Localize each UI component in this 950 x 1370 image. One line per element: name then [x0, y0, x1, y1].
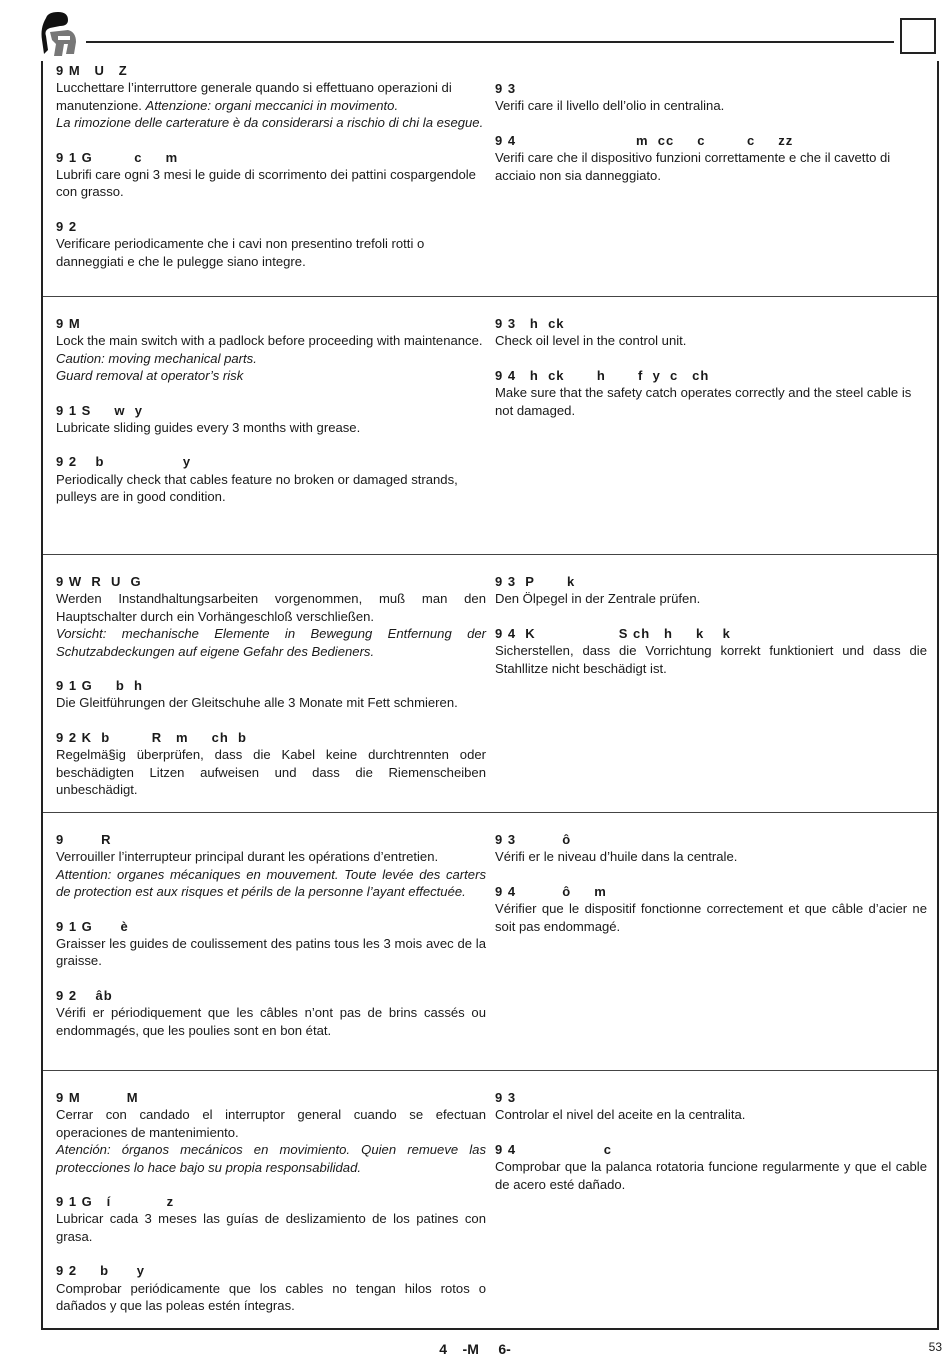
maintenance-item — [495, 831, 927, 866]
item-body — [56, 235, 486, 270]
maintenance-item — [495, 883, 927, 935]
instruction-text: Regelmä§ig überprüfen, dass die Kabel keine durchtrennten oder beschädigten Litzen aufweisen und dass die Riemenscheiben unbeschädigt. — [56, 747, 486, 798]
instruction-text: Controlar el nivel del aceite en la centralita. — [495, 1107, 746, 1123]
section-spanish — [43, 1070, 937, 1328]
maintenance-item — [56, 402, 486, 437]
maintenance-item — [56, 315, 486, 385]
instruction-text: Lucchettare l’interruttore generale quando si effettuano operazioni di manutenzione. — [56, 80, 452, 113]
footer-title: 4 -M 6- — [439, 1341, 511, 1357]
item-body — [495, 590, 927, 607]
item-heading: 9 2 b y — [56, 1263, 145, 1279]
right-column — [495, 831, 927, 952]
instruction-text: Comprobar periódicamente que los cables no tengan hilos rotos o dañados y que las poleas estén íntegras. — [56, 1280, 486, 1314]
item-heading: 9 1 G è — [56, 918, 129, 934]
maintenance-item — [495, 573, 927, 608]
item-heading: 9 M U Z — [56, 63, 128, 78]
item-body — [495, 1106, 927, 1123]
item-heading: 9 4 ô m — [495, 883, 607, 899]
maintenance-item — [56, 831, 486, 901]
instruction-text: Lubricar cada 3 meses las guías de deslizamiento de los patines con grasa. — [56, 1211, 486, 1244]
maintenance-item — [56, 453, 486, 505]
item-heading: 9 W R U G — [56, 574, 142, 589]
item-heading: 9 1 G c m — [56, 149, 179, 165]
left-column — [56, 573, 486, 815]
item-body — [56, 419, 486, 436]
item-body — [56, 332, 486, 384]
instruction-text: Periodically check that cables feature no broken or damaged strands, pulleys are in good condition. — [56, 471, 458, 505]
instruction-text: Werden Instandhaltungsarbeiten vorgenommen, muß man den Hauptschalter durch ein Vorhängeschloß verschließen. — [56, 591, 486, 624]
item-body — [495, 900, 927, 935]
item-body — [56, 1210, 486, 1245]
page-number: 53 — [928, 1340, 942, 1354]
item-heading: 9 4 c — [495, 1141, 612, 1157]
caution-text: Vorsicht: mechanische Elemente in Bewegung Entfernung der Schutzabdeckungen auf eigene Gefahr des Bedieners. — [56, 626, 486, 659]
item-heading: 9 M — [56, 316, 81, 331]
item-heading: 9 M M — [56, 1090, 139, 1105]
left-column — [56, 831, 486, 1056]
instruction-text: Vérifi er périodiquement que les câbles n’ont pas de brins cassés ou endommagés, que les poulies sont en bon état. — [56, 1005, 486, 1038]
maintenance-item — [495, 315, 927, 350]
caution-text: Atención: órganos mecánicos en movimiento. Quien remueve las protecciones lo hace bajo su propia responsabilidad. — [56, 1142, 486, 1175]
maintenance-item — [56, 218, 486, 270]
item-heading: 9 2 K b R m ch b — [56, 729, 247, 745]
maintenance-item — [56, 1262, 486, 1314]
maintenance-item — [56, 987, 486, 1039]
section-french — [43, 812, 937, 1070]
instruction-text: Make sure that the safety catch operates correctly and the steel cable is not damaged. — [495, 385, 912, 418]
instruction-text: Vérifi er le niveau d’huile dans la centrale. — [495, 849, 738, 865]
caution-text: Attenzione: organi meccanici in movimento. — [145, 97, 399, 113]
maintenance-item — [495, 80, 927, 115]
item-body — [495, 642, 927, 677]
instruction-text: Verifi care il livello dell’olio in centralina. — [495, 98, 725, 114]
left-column — [56, 1089, 486, 1331]
maintenance-item — [495, 625, 927, 677]
maintenance-item — [495, 132, 927, 184]
item-body — [56, 1106, 486, 1176]
instruction-text: Lubricate sliding guides every 3 months with grease. — [56, 420, 361, 436]
maintenance-item — [56, 1089, 486, 1176]
maintenance-item — [56, 149, 486, 201]
item-body — [56, 79, 486, 131]
item-heading: 9 2 âb — [56, 987, 113, 1003]
section-english — [43, 296, 937, 554]
right-column — [495, 1089, 927, 1210]
maintenance-item — [56, 729, 486, 799]
item-body — [56, 590, 486, 660]
item-body — [56, 935, 486, 970]
instruction-text: Verifi care che il dispositivo funzioni correttamente e che il cavetto di acciaio non sia danneggiato. — [495, 150, 891, 183]
header-rule — [86, 41, 894, 43]
item-body — [56, 694, 486, 711]
item-body — [56, 1004, 486, 1039]
item-heading: 9 1 S w y — [56, 402, 143, 418]
section-italian — [43, 61, 937, 296]
item-body — [56, 746, 486, 798]
item-body — [56, 1280, 486, 1315]
right-column — [495, 80, 927, 201]
item-heading: 9 4 h ck h f y c ch — [495, 367, 710, 383]
caution-text: Guard removal at operator’s risk — [56, 368, 244, 384]
instruction-text: Lubrifi care ogni 3 mesi le guide di scorrimento dei pattini cospargendole con grasso. — [56, 167, 476, 200]
caution-text: Attention: organes mécaniques en mouvement. Toute levée des carters de protection est aux risques et périls de la personne l’ayant effectuée. — [56, 866, 486, 900]
item-heading: 9 3 — [495, 1090, 517, 1105]
item-heading: 9 1 G í z — [56, 1194, 175, 1210]
item-heading: 9 4 m cc c c zz — [495, 132, 794, 148]
item-heading: 9 R — [56, 832, 112, 847]
left-column — [56, 315, 486, 523]
item-body — [56, 471, 486, 506]
item-body — [56, 848, 486, 900]
instruction-text: Verrouiller l’interrupteur principal durant les opérations d’entretien. — [56, 849, 439, 865]
maintenance-item — [495, 1089, 927, 1124]
instruction-text: Die Gleitführungen der Gleitschuhe alle 3 Monate mit Fett schmieren. — [56, 695, 458, 711]
caution-text: La rimozione delle carterature è da considerarsi a rischio di chi la esegue. — [56, 115, 484, 131]
caution-text: Caution: moving mechanical parts. — [56, 350, 257, 366]
item-heading: 9 2 b y — [56, 454, 192, 470]
left-column — [56, 62, 486, 287]
maintenance-item — [495, 1141, 927, 1193]
item-heading: 9 4 K S ch h k k — [495, 625, 731, 641]
item-body — [495, 332, 927, 349]
instruction-text: Check oil level in the control unit. — [495, 333, 687, 349]
instruction-text: Graisser les guides de coulissement des patins tous les 3 mois avec de la graisse. — [56, 936, 486, 969]
item-heading: 9 3 — [495, 81, 517, 96]
maintenance-item — [56, 677, 486, 712]
item-heading: 9 3 h ck — [495, 316, 565, 331]
page-box — [900, 18, 936, 54]
item-body — [495, 384, 927, 419]
item-body — [495, 97, 927, 114]
right-column — [495, 573, 927, 694]
item-heading: 9 3 P k — [495, 574, 576, 589]
brand-logo-icon — [38, 10, 80, 60]
item-body — [495, 848, 927, 865]
right-column — [495, 315, 927, 436]
content-frame — [41, 61, 939, 1330]
section-german — [43, 554, 937, 812]
maintenance-item — [495, 367, 927, 419]
item-heading: 9 1 G b h — [56, 678, 143, 694]
maintenance-item — [56, 573, 486, 660]
instruction-text: Vérifier que le dispositif fonctionne correctement et que câble d’acier ne soit pas endommagé. — [495, 901, 927, 934]
instruction-text: Lock the main switch with a padlock before proceeding with maintenance. — [56, 333, 483, 349]
instruction-text: Comprobar que la palanca rotatoria funcione regularmente y que el cable de acero esté dañado. — [495, 1159, 927, 1192]
maintenance-item — [56, 1193, 486, 1245]
instruction-text: Den Ölpegel in der Zentrale prüfen. — [495, 591, 701, 607]
maintenance-item — [56, 62, 486, 132]
item-body — [56, 166, 486, 201]
maintenance-item — [56, 918, 486, 970]
item-heading: 9 2 — [56, 218, 78, 234]
item-heading: 9 3 ô — [495, 832, 572, 847]
instruction-text: Verificare periodicamente che i cavi non presentino trefoli rotti o danneggiati e che le pulegge siano integre. — [56, 236, 425, 269]
instruction-text: Sicherstellen, dass die Vorrichtung korrekt funktioniert und dass die Stahllitze nicht beschädigt ist. — [495, 643, 927, 676]
instruction-text: Cerrar con candado el interruptor general cuando se efectuan operaciones de mantenimiento. — [56, 1107, 486, 1140]
item-body — [495, 149, 927, 184]
item-body — [495, 1158, 927, 1193]
